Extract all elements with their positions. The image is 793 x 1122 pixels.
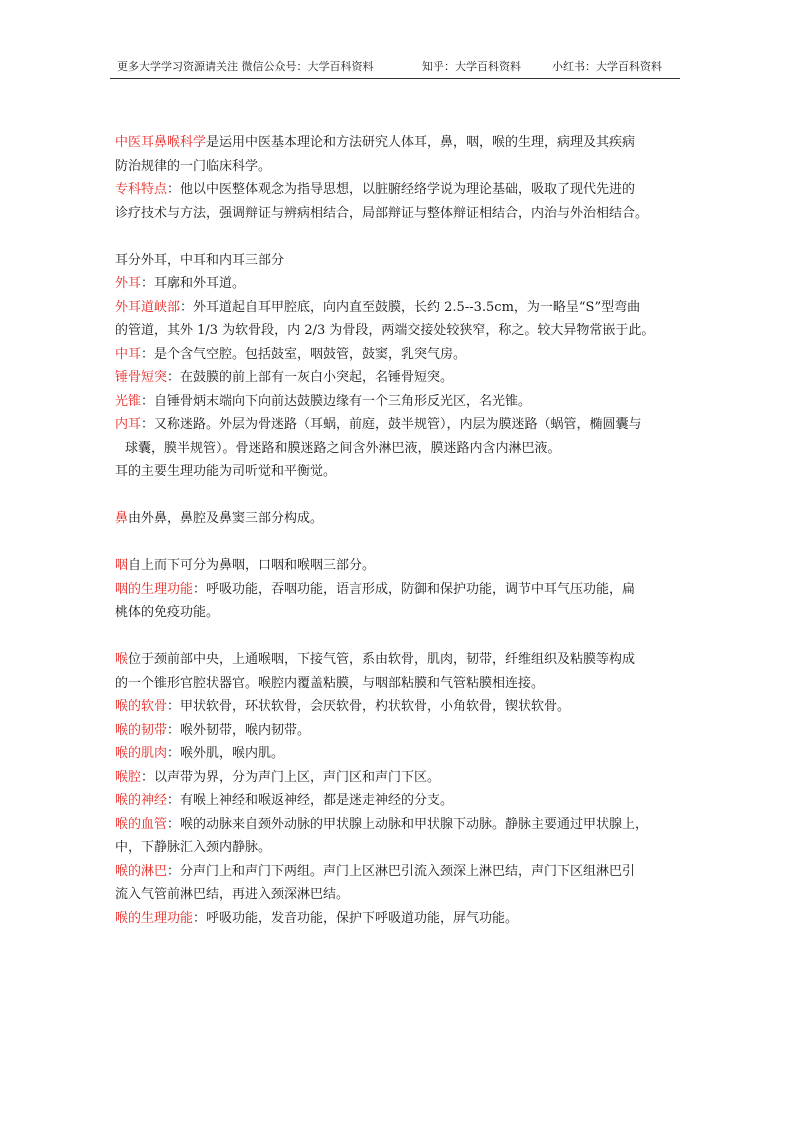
- text-line: [115, 155, 690, 179]
- paragraph-gap: [115, 625, 690, 649]
- paragraph: [115, 131, 690, 178]
- body-text: ：又称迷路。外层为骨迷路（耳蜗，前庭，鼓半规管），内层为膜迷路（蜗管，椭圆囊与: [141, 417, 642, 432]
- text-line: [115, 648, 690, 672]
- text-line: [115, 789, 690, 813]
- body-text: ：甲状软骨，环状软骨，会厌软骨，杓状软骨，小角软骨，锲状软骨。: [167, 699, 571, 714]
- paragraph: [115, 742, 690, 766]
- body-text: 球囊，膜半规管）。骨迷路和膜迷路之间含外淋巴液，膜迷路内含内淋巴液。: [125, 440, 561, 456]
- term-label: 鼻: [115, 511, 129, 526]
- text-line: [115, 390, 690, 414]
- term-label: 喉的淋巴: [115, 863, 168, 879]
- body-text: ：以声带为界，分为声门上区，声门区和声门下区。: [141, 769, 441, 785]
- paragraph: [115, 390, 690, 414]
- term-label: 中耳: [115, 346, 142, 362]
- paragraph-gap: [115, 484, 690, 508]
- text-line: [115, 319, 690, 343]
- text-line: [115, 131, 690, 155]
- paragraph: [115, 648, 690, 695]
- body-text: 桃体的免疫功能。: [115, 605, 220, 620]
- body-text: 流入气管前淋巴结，再进入颈深淋巴结。: [115, 887, 350, 902]
- body-text: 由外鼻，鼻腔及鼻窦三部分构成。: [128, 511, 324, 526]
- paragraph: [115, 460, 690, 484]
- term-label: 咽: [115, 558, 129, 573]
- body-text: ：在鼓膜的前上部有一灰白小突起，名锤骨短突。: [167, 370, 454, 385]
- header-wechat-note: 更多大学学习资源请关注 微信公众号：大学百科资料: [117, 60, 374, 73]
- term-label: 喉的软骨: [115, 699, 168, 714]
- term-label: 喉的血管: [115, 816, 168, 832]
- text-line: [115, 601, 690, 625]
- text-line: [115, 554, 690, 578]
- body-text: 位于颈前部中央，上通喉咽，下接气管，系由软骨，肌肉，韧带，纤维组织及粘膜等构成: [128, 652, 636, 667]
- body-text: 的管道，其外 1/3 为软骨段，内 2/3 为骨段，两端交接处较狭窄，称之。较大异物常嵌于此。: [115, 323, 655, 338]
- paragraph: [115, 296, 690, 343]
- term-label: 喉的肌肉: [115, 746, 168, 761]
- term-label: 内耳: [115, 417, 142, 432]
- text-line: [115, 413, 690, 437]
- paragraph: [115, 272, 690, 296]
- text-line: [115, 296, 690, 320]
- body-text: 诊疗技术与方法，强调辩证与辨病相结合，局部辩证与整体辩证相结合，内治与外治相结合。: [115, 205, 649, 221]
- text-line: [115, 249, 690, 273]
- paragraph-gap: [115, 225, 690, 249]
- body-text: ：自锤骨炳末端向下向前达鼓膜边缘有一个三角形反光区，名光锥。: [141, 393, 532, 409]
- body-text: 防治规律的一门临床科学。: [115, 158, 272, 174]
- text-line: [115, 272, 690, 296]
- paragraph: [115, 554, 690, 578]
- term-label: 专科特点: [115, 182, 168, 197]
- text-line: [115, 202, 690, 226]
- paragraph: [115, 789, 690, 813]
- text-line: [115, 860, 690, 884]
- paragraph: [115, 507, 690, 531]
- body-text: ：分声门上和声门下两组。声门上区淋巴引流入颈深上淋巴结，声门下区组淋巴引: [167, 863, 636, 879]
- body-text: ：他以中医整体观念为指导思想，以脏腑经络学说为理论基础，吸取了现代先进的: [167, 182, 636, 197]
- body-text: ：有喉上神经和喉返神经，都是迷走神经的分支。: [167, 793, 454, 808]
- paragraph: [115, 249, 690, 273]
- paragraph: [115, 813, 690, 860]
- term-label: 外耳: [115, 276, 142, 291]
- body-text: ：喉外韧带，喉内韧带。: [167, 722, 311, 738]
- text-line: [115, 178, 690, 202]
- term-label: 喉的韧带: [115, 722, 168, 738]
- term-label: 中医耳鼻喉科学: [115, 135, 207, 150]
- term-label: 喉: [115, 652, 129, 667]
- header-rule: [110, 78, 680, 79]
- term-label: 光锥: [115, 393, 142, 409]
- body-text: ：喉外肌，喉内肌。: [167, 746, 285, 761]
- body-text: ：喉的动脉来自颈外动脉的甲状腺上动脉和甲状腺下动脉。静脉主要通过甲状腺上，: [167, 816, 649, 832]
- term-label: 喉的神经: [115, 793, 168, 808]
- text-line: [115, 343, 690, 367]
- paragraph: [115, 719, 690, 743]
- body-text: 中，下静脉汇入颈内静脉。: [115, 840, 272, 855]
- paragraph: [115, 695, 690, 719]
- body-text: ：呼吸功能，吞咽功能，语言形成，防御和保护功能，调节中耳气压功能，扁: [193, 581, 636, 597]
- body-text: ：耳廓和外耳道。: [141, 276, 246, 291]
- text-line: [115, 813, 690, 837]
- text-line: [115, 437, 690, 461]
- text-line: [115, 742, 690, 766]
- body-text: ：呼吸功能，发音功能，保护下呼吸道功能，屏气功能。: [193, 910, 519, 926]
- body-text: 的一个锥形官腔状器官。喉腔内覆盖粘膜，与咽部粘膜和气管粘膜相连接。: [115, 675, 545, 691]
- text-line: [115, 672, 690, 696]
- text-line: [115, 766, 690, 790]
- document-body: [115, 131, 690, 930]
- header-zhihu-note: 知乎：大学百科资料: [422, 60, 521, 73]
- paragraph: [115, 907, 690, 931]
- header-xiaohongshu-note: 小红书：大学百科资料: [552, 60, 662, 73]
- text-line: [115, 460, 690, 484]
- body-text: ：外耳道起自耳甲腔底，向内直至鼓膜，长约 2.5--3.5cm，为一略呈“S”型弯曲: [180, 299, 641, 315]
- paragraph-gap: [115, 531, 690, 555]
- text-line: [115, 836, 690, 860]
- text-line: [115, 719, 690, 743]
- term-label: 喉腔: [115, 769, 142, 785]
- body-text: 耳分外耳，中耳和内耳三部分: [115, 252, 285, 268]
- text-line: [115, 907, 690, 931]
- body-text: 耳的主要生理功能为司听觉和平衡觉。: [115, 464, 337, 479]
- text-line: [115, 695, 690, 719]
- body-text: 是运用中医基本理论和方法研究人体耳，鼻，咽，喉的生理，病理及其疾病: [206, 135, 636, 150]
- term-label: 外耳道峡部: [115, 299, 181, 315]
- term-label: 锤骨短突: [115, 370, 168, 385]
- term-label: 咽的生理功能: [115, 581, 194, 597]
- text-line: [115, 883, 690, 907]
- paragraph: [115, 366, 690, 390]
- body-text: ：是个含气空腔。包括鼓室，咽鼓管，鼓窦，乳突气房。: [141, 346, 467, 362]
- body-text: 自上而下可分为鼻咽，口咽和喉咽三部分。: [128, 558, 376, 573]
- text-line: [115, 507, 690, 531]
- paragraph: [115, 766, 690, 790]
- term-label: 喉的生理功能: [115, 910, 194, 926]
- text-line: [115, 366, 690, 390]
- text-line: [115, 578, 690, 602]
- paragraph: [115, 178, 690, 225]
- paragraph: [115, 343, 690, 367]
- paragraph: [115, 578, 690, 625]
- paragraph: [115, 860, 690, 907]
- paragraph: [115, 413, 690, 460]
